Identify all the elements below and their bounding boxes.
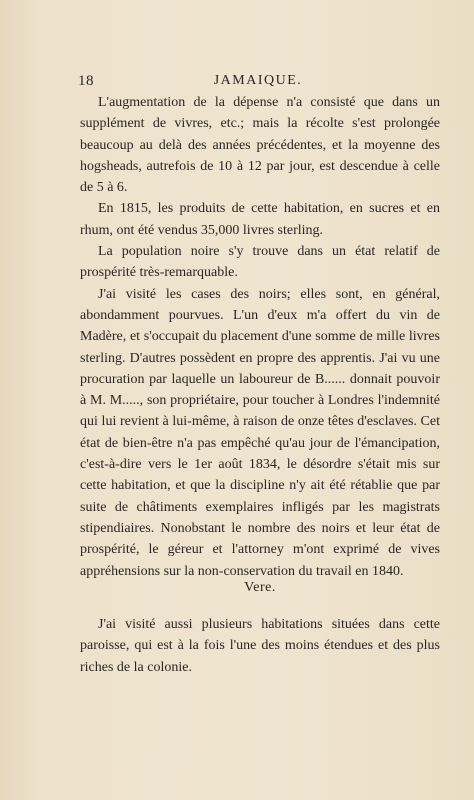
paragraph: J'ai visité aussi plusieurs habitations situées dans cette paroisse, qui est à la fois l'une des moins étendues et des plus riches de la colonie. [80, 617, 440, 675]
page-header [78, 73, 438, 91]
paragraph: En 1815, les produits de cette habitation, en sucres et en rhum, ont été vendus 35,000 livres sterling. [80, 201, 440, 238]
paragraph: J'ai visité les cases des noirs; elles sont, en général, abondamment pourvues. L'un d'eux m'a offert du vin de Madère, et s'occupait du placement d'une somme de mille livres sterling. D'autres possèdent en propre des apprentis. J'ai vu une procuration par laquelle un laboureur de B...... donnait pouvoir à M. M....., son propriétaire, pour toucher à Londres l'indemnité qui lui revient à lui-même, à raison de onze têtes d'esclaves. Cet état de bien-être n'a pas empêché qu'au jour de l'émancipation, c'est-à-dire vers le 1er août 1834, le désordre s'était mis sur cette habitation, et que la discipline n'y ait été rétablie que par suite de châtiments exemplaires infligés par les magistrats stipendiaires. Nonobstant le nombre des noirs et leur état de prospérité, le géreur et l'attorney m'ont exprimé de vives appréhensions sur la non-conservation du travail en 1840. [80, 286, 440, 579]
section-text [80, 614, 440, 678]
page-number: 18 [78, 73, 94, 89]
main-text [80, 92, 440, 582]
running-title: JAMAIQUE. [213, 73, 303, 88]
paragraph: L'augmentation de la dépense n'a consisté que dans un supplément de vivres, etc.; mais la récolte s'est prolongée beaucoup au delà des années précédentes, et la moyenne des hogsheads, autrefois de 10 à 12 par jour, est descendue à celle de 5 à 6. [80, 95, 440, 196]
paragraph: La population noire s'y trouve dans un état relatif de prospérité très-remarquable. [80, 244, 440, 281]
section-heading: Vere. [244, 580, 276, 595]
